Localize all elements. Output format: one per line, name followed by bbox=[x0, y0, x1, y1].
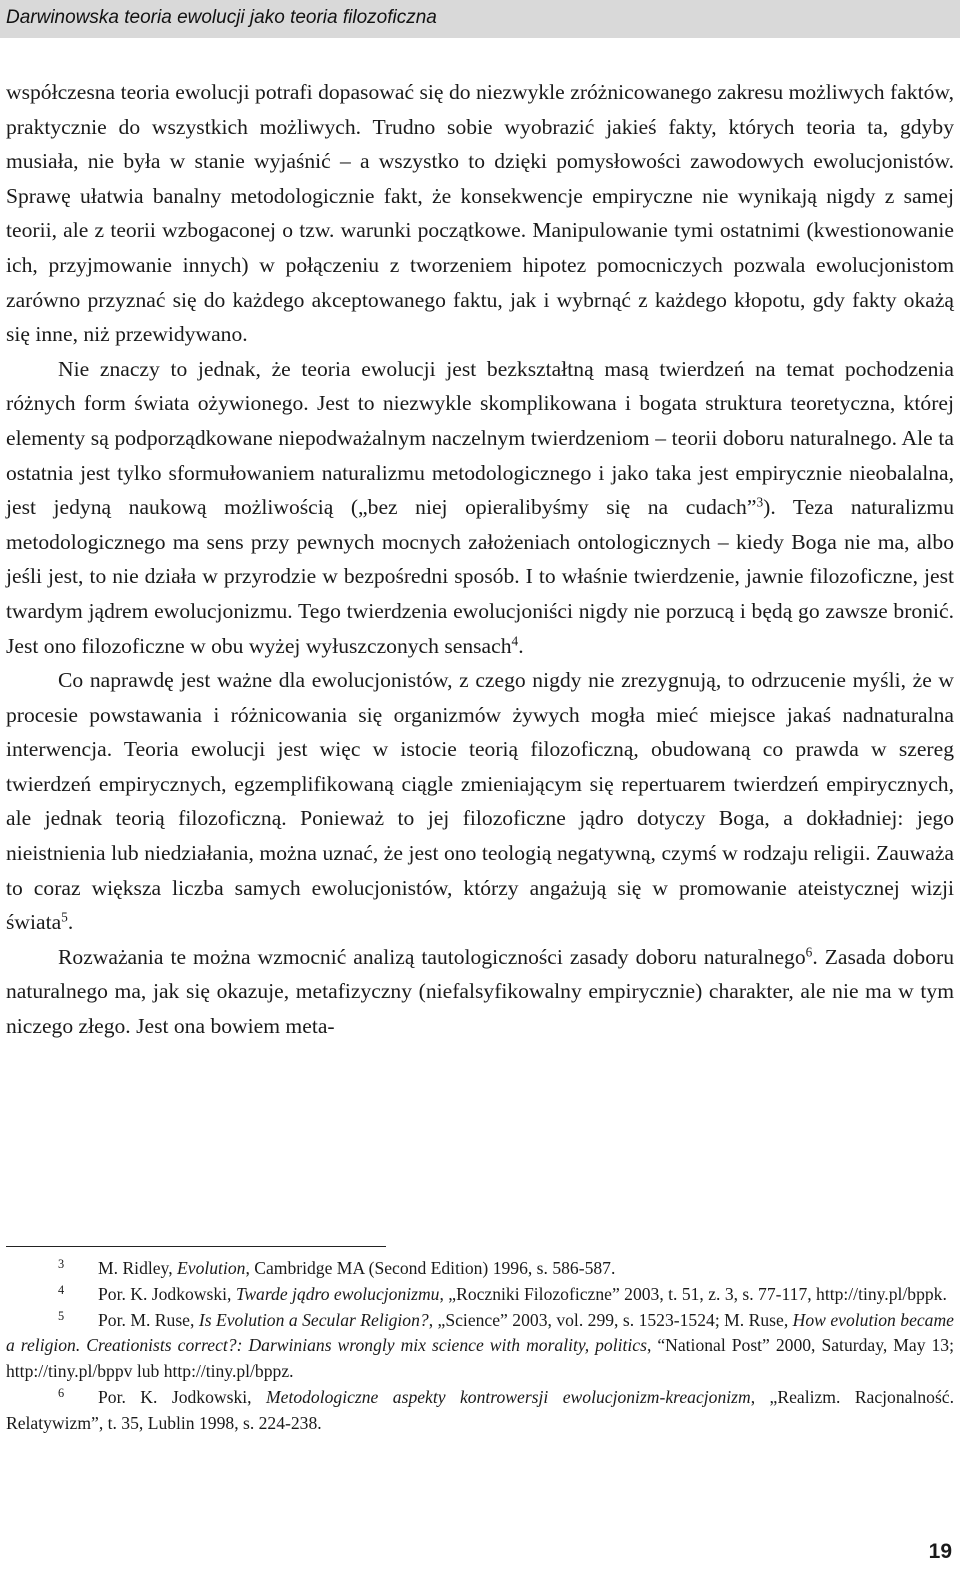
footnote-3: 3 M. Ridley, Evolution, Cambridge MA (Second Edition) 1996, s. 586-587. bbox=[58, 1257, 616, 1278]
paragraph-3: Co naprawdę jest ważne dla ewolucjonistów, z czego nigdy nie zrezygnują, to odrzucenie myśli, że w procesie powstawania i różnicowania się organizmów żywych mogła mieć miejsce jakaś nadnaturalna interwencja. Teoria ewolucji jest więc w istocie teorią filozoficzną, obudowaną co prawda w szereg twierdzeń empirycznych, egzemplifikowaną ciągle zmieniającym się repertuarem twierdzeń empirycznych, ale jednak teorią filozoficzną. Ponieważ to jej filozoficzne jądro dotyczy Boga, a dokładniej: jego nieistnienia lub niedziałania, można uznać, że jest ono teologią negatywną, czymś w rodzaju religii. Zauważa to coraz większa liczba samych ewolucjonistów, którzy angażują się w promowanie ateistycznej wizji świata$^5$. bbox=[6, 668, 954, 935]
main-text bbox=[6, 75, 954, 1044]
footnote-ref-4[interactable]: 4 bbox=[511, 633, 519, 649]
page-number: 19 bbox=[928, 1540, 952, 1563]
paragraph-4: Rozważania te można wzmocnić analizą tautologiczności zasady doboru naturalnego$^6$. Zasada doboru naturalnego ma, jak się okazuje, metafizyczny (niefalsyfikowalny empirycznie) charakter, ale nie ma w tym niczego złego. Jest ona bowiem meta- bbox=[6, 944, 954, 1039]
footnote-ref-6[interactable]: 6 bbox=[805, 944, 813, 960]
paragraph-1: współczesna teoria ewolucji potrafi dopasować się do niezwykle zróżnicowanego zakresu możliwych faktów, praktycznie do wszystkich możliwych. Trudno sobie wyobrazić jakieś fakty, których teoria ta, gdyby musiała, nie była w stanie wyjaśnić – a wszystko to dzięki pomysłowości zawodowych ewolucjonistów. Sprawę ułatwia banalny metodologicznie fakt, że konsekwencje empiryczne nie wynikają nigdy z samej teorii, ale z teorii wzbogaconej o tzw. warunki początkowe. Manipulowanie tymi ostatnimi (kwestionowanie ich, przyjmowanie innych) w połączeniu z tworzeniem hipotez pomocniczych pozwala ewolucjonistom zarówno przyznać się do każdego akceptowanego faktu, jak i wybrnąć z każdego kłopotu, gdy fakty okażą się inne, niż przewidywano. bbox=[6, 80, 954, 347]
footnote-5: 5 Por. M. Ruse, Is Evolution a Secular Religion?, „Science” 2003, vol. 299, s. 1523-1524; M. Ruse, How evolution became a religion. Creationists correct?: Darwinians wrongly mix science with morality, politics, “National Post” 2000, Saturday, May 13; http://tiny.pl/bppv lub http://tiny.pl/bppz. bbox=[6, 1309, 954, 1382]
paragraph-2: Nie znaczy to jednak, że teoria ewolucji jest bezkształtną masą twierdzeń na temat pochodzenia różnych form świata ożywionego. Jest to niezwykle skomplikowana i bogata struktura teoretyczna, której elementy są podporządkowane niepodważalnym naczelnym twierdzeniom – teorii doboru naturalnego. Ale ta ostatnia jest tylko sformułowaniem naturalizmu metodologicznego i jako taka jest empirycznie nieobalalna, jest jedyną naukową możliwością („bez niej opieralibyśmy się na cudach”$^3$). Teza naturalizmu metodologicznego ma sens przy pewnych mocnych założeniach ontologicznych – kiedy Boga nie ma, albo jeśli jest, to nie działa w przyrodzie w bezpośredni sposób. I to właśnie twierdzenie, jawnie filozoficzne, jest twardym jądrem ewolucjonizmu. Tego twierdzenia ewolucjoniści nigdy nie porzucą i będą go zawsze bronić. Jest ono filozoficzne w obu wyżej wyłuszczonych sensach$^4$. bbox=[6, 356, 955, 658]
running-head bbox=[0, 0, 960, 38]
footnote-divider bbox=[6, 1246, 386, 1247]
footnote-ref-3[interactable]: 3 bbox=[756, 494, 764, 510]
footnote-4: 4 Por. K. Jodkowski, Twarde jądro ewolucjonizmu, „Roczniki Filozoficzne” 2003, t. 51, z. 3, s. 77-117, http://tiny.pl/bppk. bbox=[58, 1283, 947, 1304]
footnotes bbox=[6, 1256, 954, 1437]
footnote-ref-5[interactable]: 5 bbox=[61, 909, 68, 925]
running-head-title: Darwinowska teoria ewolucji jako teoria filozoficzna bbox=[6, 7, 437, 28]
footnote-6: 6 Por. K. Jodkowski, Metodologiczne aspekty kontrowersji ewolucjonizm-kreacjonizm, „Realizm. Racjonalność. Relatywizm”, t. 35, Lublin 1998, s. 224-238. bbox=[6, 1386, 954, 1433]
